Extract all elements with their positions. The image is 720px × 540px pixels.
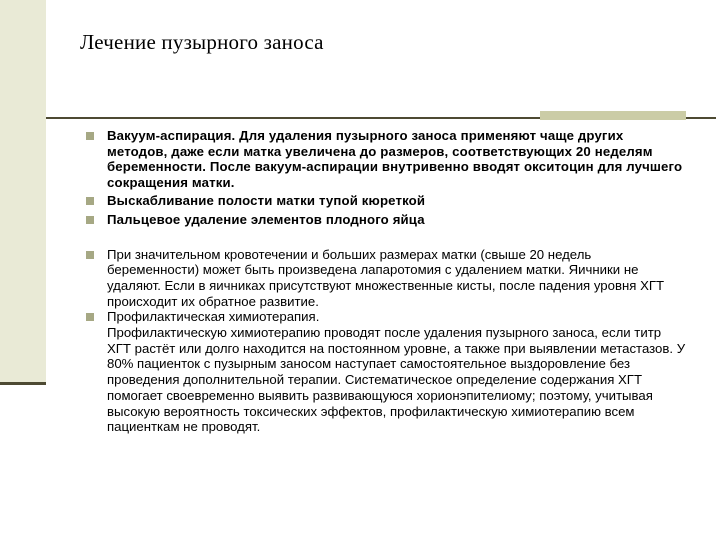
square-bullet-icon <box>86 313 94 321</box>
left-band-divider <box>0 382 46 385</box>
list-item <box>86 212 686 228</box>
list-item <box>86 193 686 209</box>
list-item-text: Вакуум-аспирация. Для удаления пузырного заноса применяют чаще других методов, даже если матка увеличена до размеров, соответствующих 20 неделям беременности. После вакуум-аспирации внутривенно вводят окситоцин для лучшего сокращения матки. <box>107 128 683 190</box>
list-item <box>86 247 686 310</box>
list-item-text: Пальцевое удаление элементов плодного яйца <box>107 211 425 227</box>
square-bullet-icon <box>86 251 94 259</box>
list-item-text: Профилактическая химиотерапия. <box>107 309 320 325</box>
square-bullet-icon <box>86 216 94 224</box>
square-bullet-icon <box>86 132 94 140</box>
square-bullet-icon <box>86 197 94 205</box>
accent-block <box>540 111 686 120</box>
list-item <box>86 128 686 190</box>
list-item-text: Выскабливание полости матки тупой кюреткой <box>107 193 426 209</box>
list-item-text: При значительном кровотечении и больших размерах матки (свыше 20 недель беременности) может быть произведена лапаротомия с удалением матки. Яичники не удаляют. Если в яичниках присутствуют множественные кисты, после падения уровня ХГТ происходит их обратное развитие. <box>107 246 665 309</box>
section-gap <box>86 228 686 247</box>
slide-content <box>86 128 686 435</box>
continuation-paragraph: Профилактическую химиотерапию проводят после удаления пузырного заноса, если титр ХГТ растёт или долго находится на постоянном уровне, а также при выявлении метастазов. У 80% пациенток с пузырным заносом наступает самостоятельное выздоровление без проведения дополнительной терапии. Систематическое определение содержания ХГТ помогает своевременно выявить развивающуюся хорионэпителиому; поэтому, учитывая высокую вероятность токсических эффектов, профилактическую химиотерапию всем пациенткам не проводят. <box>107 325 686 435</box>
slide-title: Лечение пузырного заноса <box>80 30 324 54</box>
list-item <box>86 309 686 325</box>
left-decorative-band <box>0 0 46 384</box>
